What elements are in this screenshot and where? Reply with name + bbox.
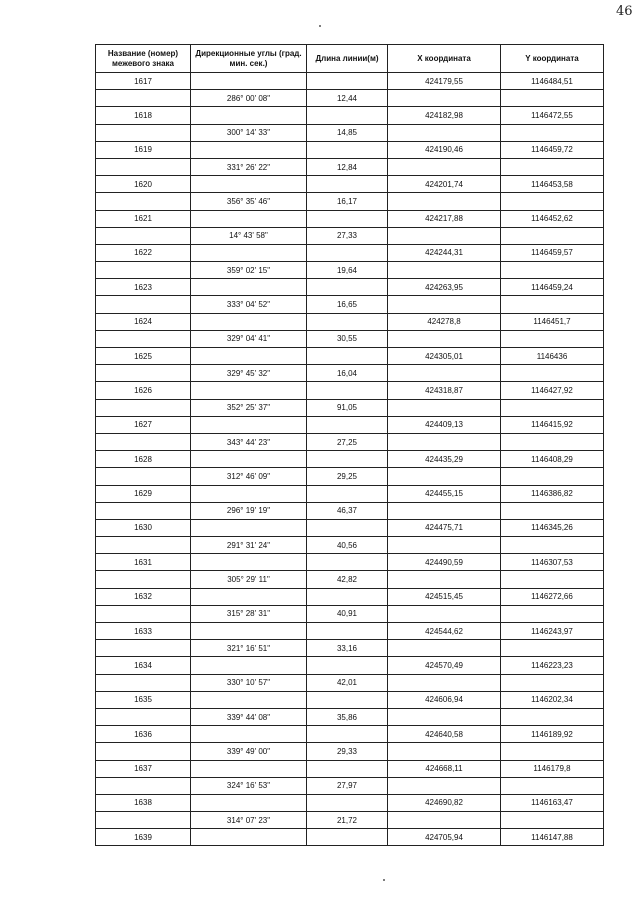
table-row [96,107,604,124]
x-coordinate-cell: 424179,55 [388,73,501,90]
empty-cell [501,502,604,519]
empty-cell [191,794,307,811]
point-name-cell: 1622 [96,244,191,261]
empty-cell [191,348,307,365]
empty-cell [388,743,501,760]
empty-cell [388,468,501,485]
table-row [96,588,604,605]
empty-cell [501,330,604,347]
x-coordinate-cell: 424640,58 [388,726,501,743]
table-row [96,657,604,674]
empty-cell [96,399,191,416]
header-x: X координата [388,45,501,73]
angle-cell: 296° 19' 19" [191,502,307,519]
angle-cell: 356° 35' 46" [191,193,307,210]
length-cell: 14,85 [307,124,388,141]
table-row [96,382,604,399]
empty-cell [501,468,604,485]
empty-cell [388,812,501,829]
empty-cell [191,279,307,296]
empty-cell [307,313,388,330]
empty-cell [501,812,604,829]
y-coordinate-cell: 1146243,97 [501,623,604,640]
table-row [96,743,604,760]
empty-cell [96,365,191,382]
empty-cell [388,537,501,554]
x-coordinate-cell: 424190,46 [388,141,501,158]
empty-cell [388,433,501,450]
empty-cell [501,296,604,313]
empty-cell [307,485,388,502]
point-name-cell: 1620 [96,176,191,193]
empty-cell [307,726,388,743]
table-row [96,124,604,141]
empty-cell [388,330,501,347]
empty-cell [388,605,501,622]
empty-cell [96,743,191,760]
table-row [96,502,604,519]
angle-cell: 333° 04' 52" [191,296,307,313]
table-row [96,365,604,382]
length-cell: 27,97 [307,777,388,794]
x-coordinate-cell: 424409,13 [388,416,501,433]
empty-cell [501,90,604,107]
angle-cell: 314° 07' 23" [191,812,307,829]
empty-cell [307,451,388,468]
header-name: Название (номер) межевого знака [96,45,191,73]
table-row [96,691,604,708]
angle-cell: 339° 44' 08" [191,708,307,725]
x-coordinate-cell: 424182,98 [388,107,501,124]
point-name-cell: 1627 [96,416,191,433]
empty-cell [307,244,388,261]
point-name-cell: 1624 [96,313,191,330]
length-cell: 29,33 [307,743,388,760]
y-coordinate-cell: 1146345,26 [501,519,604,536]
empty-cell [307,176,388,193]
y-coordinate-cell: 1146307,53 [501,554,604,571]
empty-cell [388,296,501,313]
length-cell: 16,04 [307,365,388,382]
x-coordinate-cell: 424668,11 [388,760,501,777]
x-coordinate-cell: 424305,01 [388,348,501,365]
table-row [96,348,604,365]
empty-cell [307,519,388,536]
y-coordinate-cell: 1146459,24 [501,279,604,296]
length-cell: 16,17 [307,193,388,210]
x-coordinate-cell: 424278,8 [388,313,501,330]
empty-cell [501,743,604,760]
empty-cell [96,537,191,554]
empty-cell [96,674,191,691]
empty-cell [501,227,604,244]
empty-cell [307,210,388,227]
y-coordinate-cell: 1146163,47 [501,794,604,811]
empty-cell [307,657,388,674]
table-row [96,296,604,313]
table-row [96,726,604,743]
empty-cell [191,623,307,640]
empty-cell [96,640,191,657]
y-coordinate-cell: 1146202,34 [501,691,604,708]
y-coordinate-cell: 1146408,29 [501,451,604,468]
y-coordinate-cell: 1146484,51 [501,73,604,90]
table-row [96,433,604,450]
x-coordinate-cell: 424244,31 [388,244,501,261]
x-coordinate-cell: 424217,88 [388,210,501,227]
x-coordinate-cell: 424435,29 [388,451,501,468]
angle-cell: 300° 14' 33" [191,124,307,141]
empty-cell [501,433,604,450]
empty-cell [191,141,307,158]
point-name-cell: 1625 [96,348,191,365]
y-coordinate-cell: 1146147,88 [501,829,604,846]
empty-cell [191,382,307,399]
empty-cell [307,760,388,777]
empty-cell [307,794,388,811]
x-coordinate-cell: 424490,59 [388,554,501,571]
length-cell: 35,86 [307,708,388,725]
y-coordinate-cell: 1146179,8 [501,760,604,777]
point-name-cell: 1634 [96,657,191,674]
table-row [96,760,604,777]
empty-cell [191,451,307,468]
empty-cell [307,554,388,571]
empty-cell [501,777,604,794]
empty-cell [501,571,604,588]
length-cell: 12,44 [307,90,388,107]
table-row [96,90,604,107]
length-cell: 16,65 [307,296,388,313]
length-cell: 12,84 [307,158,388,175]
table-row [96,176,604,193]
empty-cell [191,107,307,124]
empty-cell [307,279,388,296]
table-row [96,571,604,588]
table-row [96,262,604,279]
empty-cell [307,73,388,90]
x-coordinate-cell: 424570,49 [388,657,501,674]
empty-cell [388,571,501,588]
scan-speck [319,25,321,27]
table-row [96,777,604,794]
angle-cell: 324° 16' 53" [191,777,307,794]
empty-cell [388,777,501,794]
angle-cell: 305° 29' 11" [191,571,307,588]
table-header-row [96,45,604,73]
table-row [96,244,604,261]
empty-cell [191,588,307,605]
empty-cell [96,605,191,622]
table-row [96,313,604,330]
empty-cell [501,365,604,382]
table-row [96,554,604,571]
empty-cell [388,399,501,416]
empty-cell [191,554,307,571]
y-coordinate-cell: 1146223,23 [501,657,604,674]
empty-cell [96,708,191,725]
empty-cell [96,330,191,347]
empty-cell [501,193,604,210]
table-row [96,605,604,622]
y-coordinate-cell: 1146459,72 [501,141,604,158]
empty-cell [501,674,604,691]
empty-cell [191,485,307,502]
table-body [96,73,604,846]
empty-cell [501,537,604,554]
empty-cell [191,657,307,674]
empty-cell [307,691,388,708]
empty-cell [96,777,191,794]
x-coordinate-cell: 424690,82 [388,794,501,811]
y-coordinate-cell: 1146453,58 [501,176,604,193]
empty-cell [501,640,604,657]
x-coordinate-cell: 424455,15 [388,485,501,502]
empty-cell [501,605,604,622]
length-cell: 27,33 [307,227,388,244]
angle-cell: 343° 44' 23" [191,433,307,450]
table-row [96,193,604,210]
angle-cell: 321° 16' 51" [191,640,307,657]
point-name-cell: 1639 [96,829,191,846]
empty-cell [96,90,191,107]
y-coordinate-cell: 1146451,7 [501,313,604,330]
x-coordinate-cell: 424201,74 [388,176,501,193]
angle-cell: 291° 31' 24" [191,537,307,554]
angle-cell: 14° 43' 58" [191,227,307,244]
empty-cell [96,227,191,244]
x-coordinate-cell: 424515,45 [388,588,501,605]
header-y: Y координата [501,45,604,73]
empty-cell [96,571,191,588]
angle-cell: 329° 04' 41" [191,330,307,347]
table-row [96,708,604,725]
table-row [96,794,604,811]
empty-cell [191,519,307,536]
length-cell: 29,25 [307,468,388,485]
point-name-cell: 1635 [96,691,191,708]
y-coordinate-cell: 1146386,82 [501,485,604,502]
x-coordinate-cell: 424606,94 [388,691,501,708]
empty-cell [388,193,501,210]
empty-cell [388,262,501,279]
length-cell: 19,64 [307,262,388,279]
table-row [96,829,604,846]
empty-cell [96,812,191,829]
table-row [96,451,604,468]
empty-cell [388,502,501,519]
angle-cell: 339° 49' 00" [191,743,307,760]
length-cell: 46,37 [307,502,388,519]
table-row [96,519,604,536]
point-name-cell: 1629 [96,485,191,502]
point-name-cell: 1638 [96,794,191,811]
empty-cell [191,313,307,330]
table-row [96,812,604,829]
table-row [96,158,604,175]
table-row [96,330,604,347]
point-name-cell: 1623 [96,279,191,296]
y-coordinate-cell: 1146415,92 [501,416,604,433]
y-coordinate-cell: 1146459,57 [501,244,604,261]
empty-cell [388,640,501,657]
empty-cell [191,73,307,90]
empty-cell [501,708,604,725]
page-mark: 46 [616,4,633,19]
empty-cell [307,623,388,640]
empty-cell [96,193,191,210]
point-name-cell: 1636 [96,726,191,743]
point-name-cell: 1628 [96,451,191,468]
table-row [96,468,604,485]
empty-cell [307,382,388,399]
angle-cell: 312° 46' 09" [191,468,307,485]
x-coordinate-cell: 424705,94 [388,829,501,846]
length-cell: 27,25 [307,433,388,450]
angle-cell: 286° 00' 08" [191,90,307,107]
table-row [96,141,604,158]
empty-cell [501,399,604,416]
y-coordinate-cell: 1146272,66 [501,588,604,605]
point-name-cell: 1617 [96,73,191,90]
empty-cell [96,296,191,313]
empty-cell [191,176,307,193]
empty-cell [191,760,307,777]
empty-cell [96,502,191,519]
empty-cell [307,141,388,158]
table-row [96,73,604,90]
x-coordinate-cell: 424475,71 [388,519,501,536]
length-cell: 42,82 [307,571,388,588]
empty-cell [191,416,307,433]
empty-cell [96,433,191,450]
y-coordinate-cell: 1146189,92 [501,726,604,743]
length-cell: 91,05 [307,399,388,416]
x-coordinate-cell: 424263,95 [388,279,501,296]
empty-cell [307,348,388,365]
empty-cell [501,158,604,175]
point-name-cell: 1619 [96,141,191,158]
empty-cell [388,90,501,107]
angle-cell: 330° 10' 57" [191,674,307,691]
table-row [96,674,604,691]
angle-cell: 352° 25' 37" [191,399,307,416]
header-angle: Дирекционные углы (град. мин. сек.) [191,45,307,73]
angle-cell: 329° 45' 32" [191,365,307,382]
empty-cell [307,588,388,605]
empty-cell [191,829,307,846]
angle-cell: 331° 26' 22" [191,158,307,175]
table-row [96,537,604,554]
y-coordinate-cell: 1146452,62 [501,210,604,227]
empty-cell [96,262,191,279]
length-cell: 42,01 [307,674,388,691]
empty-cell [96,468,191,485]
empty-cell [388,124,501,141]
table-row [96,416,604,433]
table-row [96,279,604,296]
empty-cell [191,726,307,743]
empty-cell [388,158,501,175]
empty-cell [96,124,191,141]
angle-cell: 359° 02' 15" [191,262,307,279]
point-name-cell: 1633 [96,623,191,640]
length-cell: 40,56 [307,537,388,554]
point-name-cell: 1631 [96,554,191,571]
point-name-cell: 1626 [96,382,191,399]
length-cell: 30,55 [307,330,388,347]
table-row [96,399,604,416]
table-row [96,640,604,657]
scan-speck [383,879,385,881]
header-length: Длина линии(м) [307,45,388,73]
y-coordinate-cell: 1146427,92 [501,382,604,399]
empty-cell [501,124,604,141]
empty-cell [388,674,501,691]
empty-cell [388,365,501,382]
empty-cell [191,210,307,227]
empty-cell [96,158,191,175]
length-cell: 40,91 [307,605,388,622]
table-row [96,227,604,244]
point-name-cell: 1618 [96,107,191,124]
table-row [96,210,604,227]
length-cell: 21,72 [307,812,388,829]
empty-cell [191,691,307,708]
empty-cell [307,416,388,433]
x-coordinate-cell: 424544,62 [388,623,501,640]
y-coordinate-cell: 1146472,55 [501,107,604,124]
coordinates-table [95,44,604,846]
point-name-cell: 1630 [96,519,191,536]
length-cell: 33,16 [307,640,388,657]
empty-cell [307,107,388,124]
x-coordinate-cell: 424318,87 [388,382,501,399]
y-coordinate-cell: 1146436 [501,348,604,365]
empty-cell [388,227,501,244]
empty-cell [307,829,388,846]
angle-cell: 315° 28' 31" [191,605,307,622]
point-name-cell: 1637 [96,760,191,777]
empty-cell [501,262,604,279]
table-row [96,485,604,502]
table-row [96,623,604,640]
point-name-cell: 1632 [96,588,191,605]
point-name-cell: 1621 [96,210,191,227]
empty-cell [191,244,307,261]
empty-cell [388,708,501,725]
